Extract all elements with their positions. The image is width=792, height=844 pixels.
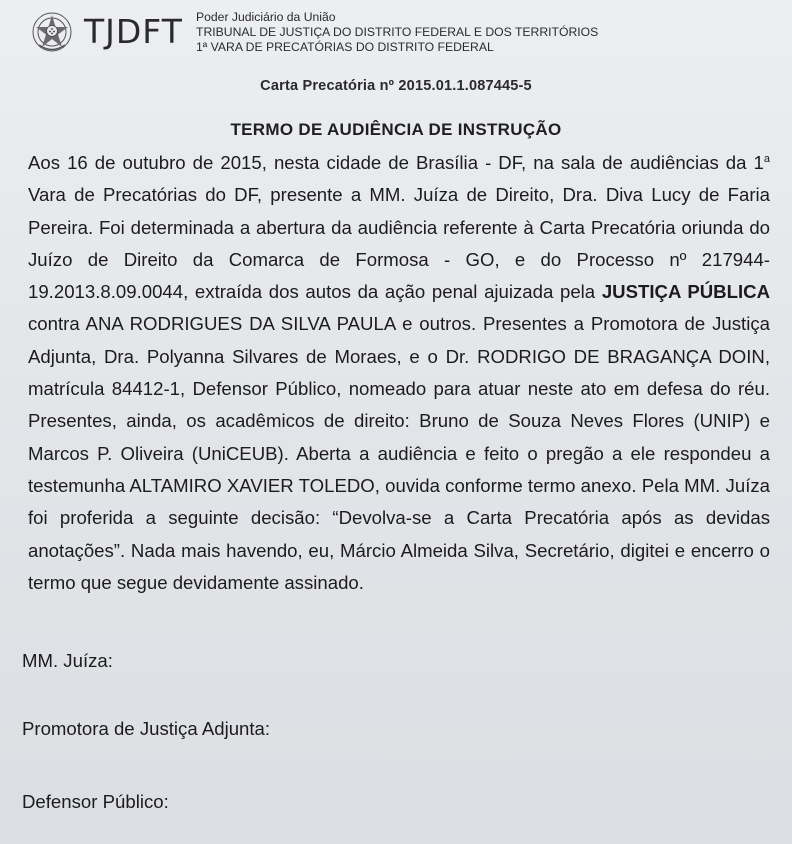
document-title: TERMO DE AUDIÊNCIA DE INSTRUÇÃO — [230, 120, 562, 139]
institution-line-3: 1ª VARA DE PRECATÓRIAS DO DISTRITO FEDERAL — [196, 40, 494, 54]
institution-line-1: Poder Judiciário da União — [196, 10, 336, 24]
body-text-part-3: contra ANA RODRIGUES DA SILVA PAULA e outros. Presentes a Promotora de Justiça Adjunta, Dra. Polyanna Silvares de Moraes, e o Dr. RODRIGO DE BRAGANÇA DOIN, matrícula 84412-1, Defensor Público, nomeado para atuar neste ato em defesa do réu. Presentes, ainda, os acadêmicos de direito: Bruno de Souza Neves Flores (UNIP) e Marcos P. Oliveira (UniCEUB). Aberta a audiência e feito o pregão a ele respondeu a testemunha ALTAMIRO XAVIER TOLEDO, ouvida conforme termo anexo. Pela MM. Juíza foi proferida a seguinte decisão: “Devolva-se a Carta Precatória após as devidas anotações”. Nada mais havendo, eu, Márcio Almeida Silva, Secretário, digitei e encerro o termo que segue devidamente assinado. — [28, 313, 770, 593]
institution-line-2: TRIBUNAL DE JUSTIÇA DO DISTRITO FEDERAL E DOS TERRITÓRIOS — [196, 25, 599, 39]
carta-precatoria-number: Carta Precatória nº 2015.01.1.087445-5 — [260, 78, 532, 94]
body-text-part-2: Vara de Precatórias do DF, presente a MM. Juíza de Direito, Dra. Diva Lucy de Faria Pereira. Foi determinada a abertura da audiência referente à Carta Precatória oriunda do Juízo de Direito da Comarca de Formosa - GO, e do Processo nº 217944-19.2013.8.09.0044, extraída dos autos da ação penal ajuizada pela — [28, 184, 770, 303]
signature-defensor-label: Defensor Público: — [22, 791, 169, 812]
body-paragraph — [28, 147, 770, 599]
tjdft-logo: TJDFT — [84, 12, 183, 51]
brasao-emblem-icon — [30, 10, 74, 54]
institution-block — [196, 10, 598, 55]
ordinal-superscript: a — [763, 153, 770, 165]
body-text-part-1: Aos 16 de outubro de 2015, nesta cidade de Brasília - DF, na sala de audiências da 1 — [28, 152, 764, 173]
document-body — [28, 147, 770, 599]
body-bold-justica-publica: JUSTIÇA PÚBLICA — [601, 281, 770, 303]
signature-promotora-label: Promotora de Justiça Adjunta: — [22, 718, 271, 739]
signature-juiza-label: MM. Juíza: — [22, 650, 113, 671]
